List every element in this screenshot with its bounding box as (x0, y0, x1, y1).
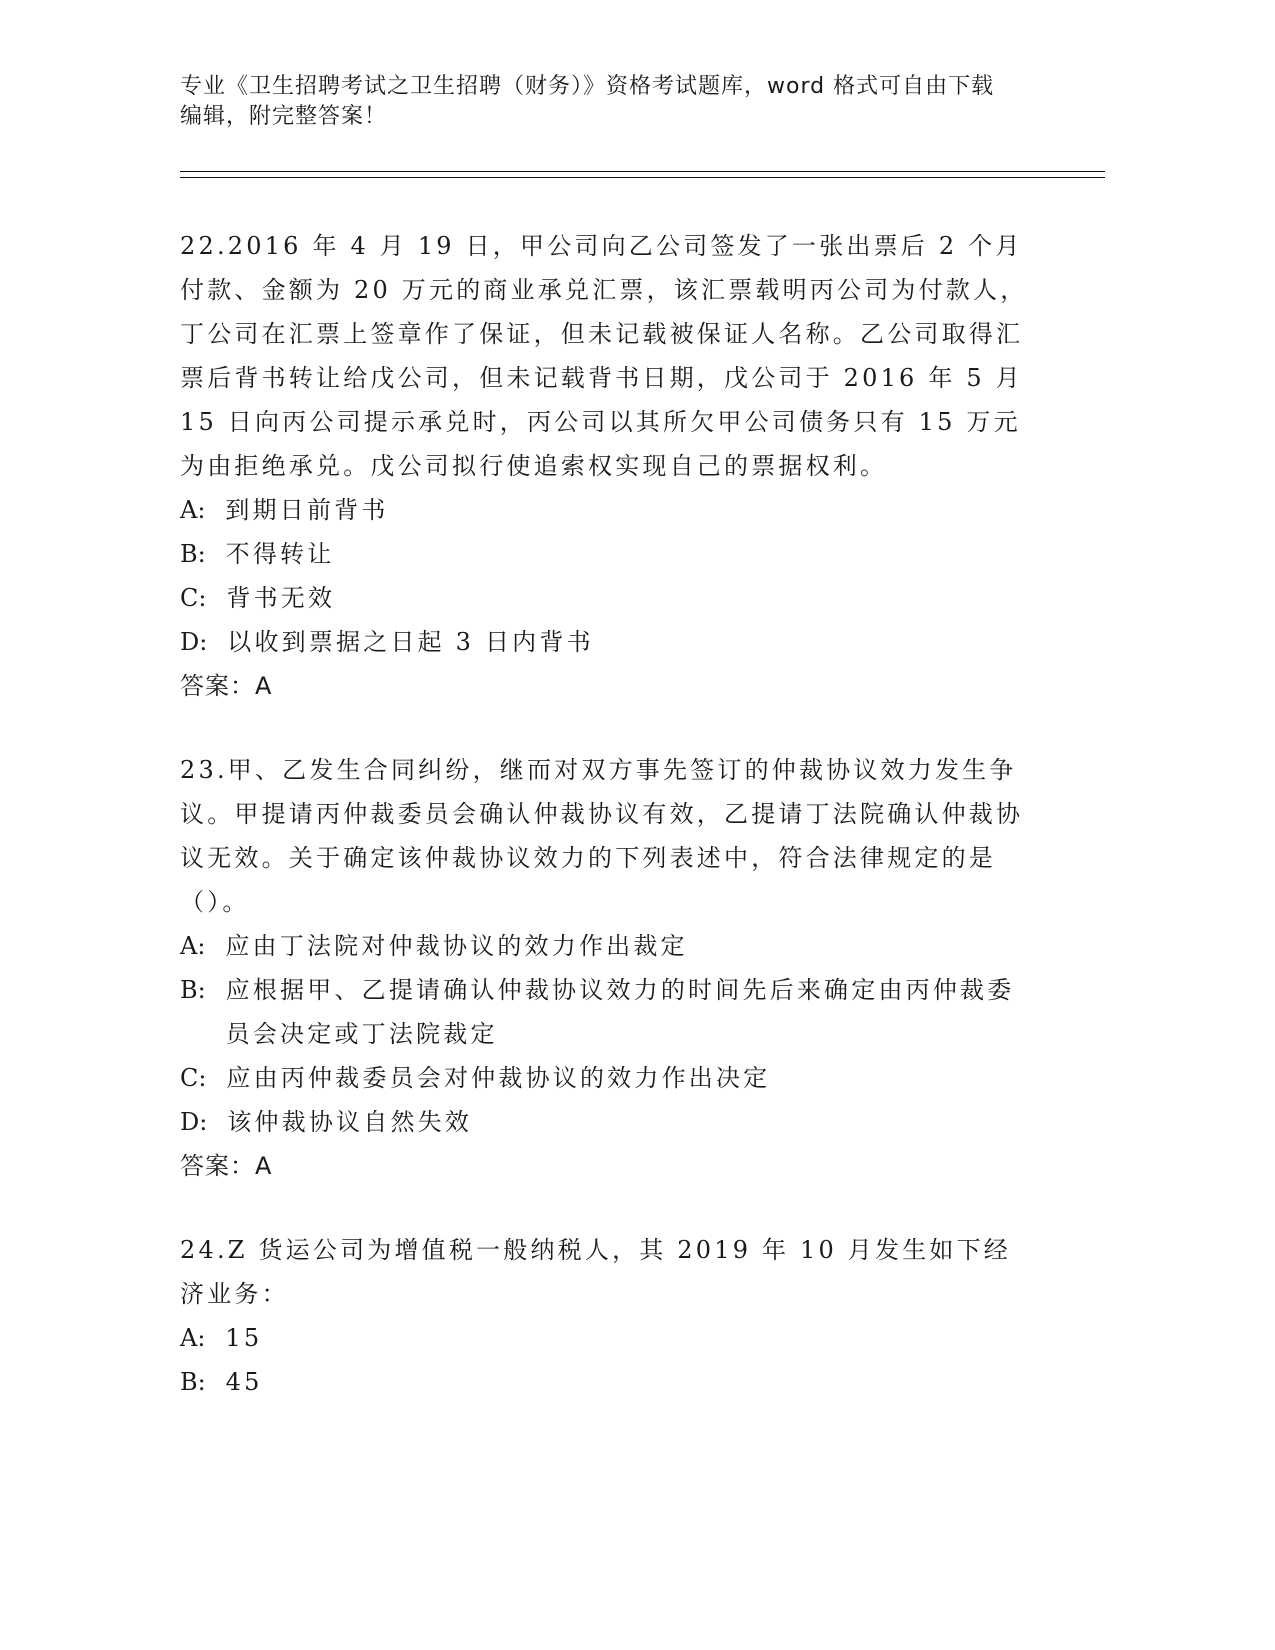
option-a: A : 应由丁法院对仲裁协议的效力作出裁定 (180, 924, 1030, 968)
header-divider-bottom (180, 177, 1105, 178)
option-letter: A (180, 932, 198, 960)
option-letter: D (180, 1108, 200, 1136)
option-text: 45 (225, 1368, 263, 1396)
question-stem: 24.Z 货运公司为增值税一般纳税人，其 2019 年 10 月发生如下经济业务： (180, 1236, 1012, 1308)
option-b: B : 45 (180, 1360, 1030, 1404)
option-letter: B (180, 540, 198, 568)
question-24 (180, 1228, 1030, 1404)
option-text: 到期日前背书 (225, 496, 389, 524)
option-letter: B (180, 976, 198, 1004)
option-letter: B (180, 1368, 198, 1396)
option-text: 应根据甲、乙提请确认仲裁协议效力的时间先后来确定由丙仲裁委员会决定或丁法院裁定 (225, 976, 1015, 1048)
answer-line: 答案：A (180, 1152, 273, 1180)
question-list (180, 224, 1030, 1444)
question-23 (180, 748, 1030, 1188)
option-letter: A (180, 496, 198, 524)
option-a: A : 15 (180, 1316, 1030, 1360)
question-22 (180, 224, 1030, 708)
option-letter: C (180, 1064, 199, 1092)
header-divider-top (180, 171, 1105, 172)
option-text: 15 (225, 1324, 263, 1352)
option-letter: A (180, 1324, 198, 1352)
option-letter: C (180, 584, 199, 612)
question-stem: 22.2016 年 4 月 19 日，甲公司向乙公司签发了一张出票后 2 个月付款、金额为 20 万元的商业承兑汇票，该汇票载明丙公司为付款人，丁公司在汇票上签章作了保证，但未记载被保证人名称。乙公司取得汇票后背书转让给戊公司，但未记载背书日期，戊公司于 2016 年 5 月 15 日向丙公司提示承兑时，丙公司以其所欠甲公司债务只有 15 万元为由拒绝承兑。戊公司拟行使追索权实现自己的票据权利。 (180, 232, 1028, 480)
option-b: B : 应根据甲、乙提请确认仲裁协议效力的时间先后来确定由丙仲裁委员会决定或丁法院裁定 (180, 968, 1030, 1056)
question-stem: 23.甲、乙发生合同纠纷，继而对双方事先签订的仲裁协议效力发生争议。甲提请丙仲裁委员会确认仲裁协议有效，乙提请丁法院确认仲裁协议无效。关于确定该仲裁协议效力的下列表述中，符合法律规定的是（）。 (180, 756, 1024, 916)
option-text: 以收到票据之日起 3 日内背书 (227, 628, 594, 656)
option-c: C : 背书无效 (180, 576, 1030, 620)
option-text: 应由丁法院对仲裁协议的效力作出裁定 (225, 932, 688, 960)
option-letter: D (180, 628, 200, 656)
option-text: 背书无效 (226, 584, 336, 612)
option-a: A : 到期日前背书 (180, 488, 1030, 532)
option-text: 不得转让 (225, 540, 335, 568)
option-text: 应由丙仲裁委员会对仲裁协议的效力作出决定 (226, 1064, 771, 1092)
option-text: 该仲裁协议自然失效 (227, 1108, 473, 1136)
option-b: B : 不得转让 (180, 532, 1030, 576)
answer-line: 答案：A (180, 672, 273, 700)
option-c: C : 应由丙仲裁委员会对仲裁协议的效力作出决定 (180, 1056, 1030, 1100)
option-d: D : 以收到票据之日起 3 日内背书 (180, 620, 1030, 664)
document-header: 专业《卫生招聘考试之卫生招聘（财务）》资格考试题库，word 格式可自由下载 编辑，附完整答案！ (180, 74, 995, 129)
option-d: D : 该仲裁协议自然失效 (180, 1100, 1030, 1144)
